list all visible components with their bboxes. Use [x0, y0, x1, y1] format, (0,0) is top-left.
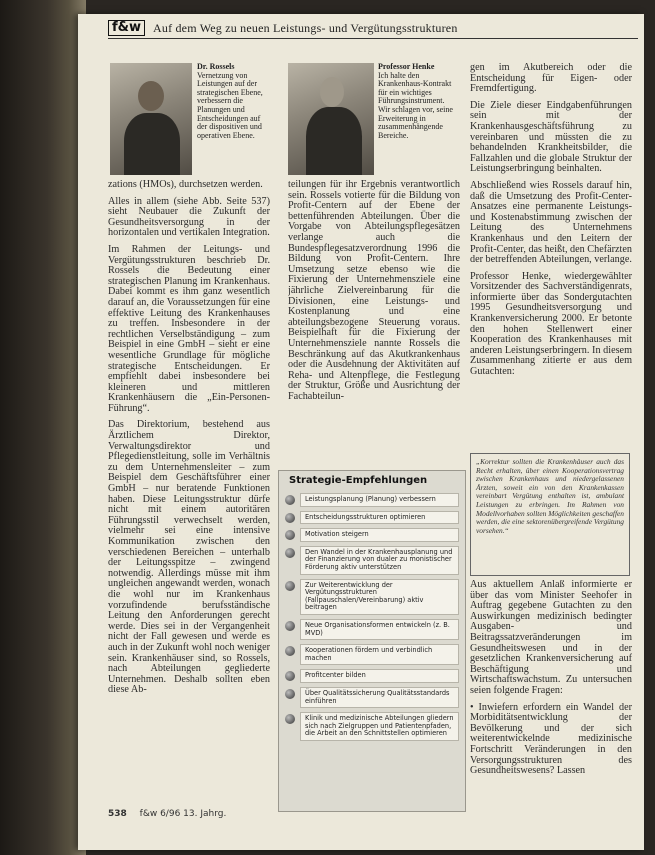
- speaker-photo-rossels: [110, 63, 192, 175]
- column-1: [108, 180, 270, 806]
- bullet-icon: [285, 495, 295, 505]
- recommendation-text: Motivation steigern: [300, 528, 459, 542]
- recommendation-item: [285, 528, 459, 542]
- paragraph: Abschließend wies Rossels darauf hin, daß die Umsetzung des Profit-Center-Ansatzes eine permanente Leistungs- und Kostenabstimmung zwischen der Leitung des Unternehmens Krankenhaus und den Leitern der Profit-Center, das heißt, den Chefärzten der betreffenden Abteilungen, verlange.: [470, 179, 632, 266]
- bullet-icon: [285, 646, 295, 656]
- recommendation-text: Klinik und medizinische Abteilungen gliedern sich nach Zielgruppen und Patientenpfaden, die Arbeit an den Schnittstellen optimieren: [300, 712, 459, 741]
- paragraph: Professor Henke, wiedergewählter Vorsitzender des Sachverständigenrats, informierte über das Sondergutachten 1995 Gesundheitsversorgung und Krankenversicherung 2000. Er betonte den hohen Stellenwert einer Kooperation des Krankenhauses mit anderen Leistungserbringern. In diesem Zusammenhang zitierte er aus dem Gutachten:: [470, 270, 632, 378]
- caption-henke: [378, 63, 456, 140]
- recommendation-item: [285, 511, 459, 525]
- column-2: [288, 180, 460, 466]
- page-number: 538: [108, 809, 127, 819]
- bullet-icon: [285, 671, 295, 681]
- bullet-icon: [285, 689, 295, 699]
- caption-henke-text: Ich halte den Krankenhaus-Kontrakt für ein wichtiges Führungsinstrument. Wir schlagen vor, seine Erweiterung in zusammenhängende Bereiche.: [378, 70, 453, 140]
- column-3-top: [470, 63, 632, 449]
- page-header: [108, 18, 638, 39]
- bullet-icon: [285, 581, 295, 591]
- recommendation-item: [285, 546, 459, 575]
- recommendation-text: Den Wandel in der Krankenhausplanung und der Finanzierung von dualer zu monistischer Förderung aktiv unterstützen: [300, 546, 459, 575]
- recommendation-text: Profitcenter bilden: [300, 669, 459, 683]
- bullet-icon: [285, 714, 295, 724]
- running-title: Auf dem Weg zu neuen Leistungs- und Vergütungsstrukturen: [153, 20, 458, 35]
- recommendation-text: Kooperationen fördern und verbindlich machen: [300, 644, 459, 665]
- recommendation-text: Leistungsplanung (Planung) verbessern: [300, 493, 459, 507]
- recommendation-item: [285, 579, 459, 615]
- recommendation-item: [285, 493, 459, 507]
- bullet-icon: [285, 621, 295, 631]
- column-3-bottom: [470, 580, 632, 806]
- recommendation-text: Zur Weiterentwicklung der Vergütungsstrukturen (Fallpauschalen/Vereinbarung) aktiv beitragen: [300, 579, 459, 615]
- paragraph: Die Ziele dieser Eindgabenführungen sein mit der Krankenhausgeschäftsführung zu vereinbaren und müssten die zu behandelnden Krankheitsbilder, die Fallzahlen und die globale Struktur der Leistungserbringung beinhalten.: [470, 99, 632, 175]
- magazine-logo: f&w: [108, 20, 145, 36]
- paragraph: teilungen für ihr Ergebnis verantwortlich sein. Rossels votierte für die Bildung von Profit-Centern auf der Ebene der bettenführenden Abteilungen. Über die Vorgabe von Abteilungspflegesätzen verlange auch die Bundespflegesatzverordnung 1996 die Bildung von Profit-Centern. Ihre Umsetzung setze ebenso wie die Fixierung der Unternehmensziele eine jährliche Zielvereinbarung für die Divisionen, eine Leistungs- und Kostenplanung und eine abteilungsbezogene Steuerung voraus. Beispielhaft für die Fixierung der Unternehmensziele nannte Rossels die Beschränkung auf das Akutkrankenhaus oder die Ausdehnung der Aktivitäten auf Reha- und Altenpflege, die Festlegung der Struktur, Größe und Ausrichtung der Fachabteilun-: [288, 180, 460, 402]
- caption-rossels-name: Dr. Rossels: [197, 62, 235, 71]
- caption-rossels: [197, 63, 269, 140]
- recommendation-text: Neue Organisationsformen entwickeln (z. B. MVD): [300, 619, 459, 640]
- bullet-icon: [285, 530, 295, 540]
- recommendation-item: [285, 712, 459, 741]
- caption-henke-name: Professor Henke: [378, 62, 435, 71]
- recommendation-item: [285, 619, 459, 640]
- paragraph: • Inwiefern erfordern ein Wandel der Morbiditätsentwicklung der Bevölkerung und der sich weiterentwickelnde medizinische Fortschritt Veränderungen in den Versorgungsstrukturen des Gesundheitswesens? Lassen: [470, 701, 632, 777]
- footer-source: f&w 6/96 13. Jahrg.: [139, 809, 227, 819]
- paragraph: Im Rahmen der Leitungs- und Vergütungsstrukturen beschrieb Dr. Rossels die Bedeutung einer strategischen Planung im Krankenhaus. Dabei kommt es ihm ganz wesentlich darauf an, die Voraussetzungen für eine effektive Leitung des Krankenhauses zu treffen. Insbesondere in der rechtlichen Verselbständigung – zum Beispiel in eine GmbH – sieht er eine wesentliche Grundlage für mögliche strategische Entscheidungen. Er empfiehlt dabei insbesondere bei kleineren und mittleren Krankenhäusern die „Ein-Personen-Führung“.: [108, 243, 270, 414]
- strategy-box-title: Strategie-Empfehlungen: [289, 475, 428, 486]
- book-binding: [0, 0, 86, 855]
- recommendation-text: Entscheidungsstrukturen optimieren: [300, 511, 459, 525]
- speaker-photo-henke: [288, 63, 374, 175]
- recommendation-item: [285, 687, 459, 708]
- bullet-icon: [285, 513, 295, 523]
- paragraph: Alles in allem (siehe Abb. Seite 537) sieht Neubauer die Zukunft der Gesundheitsversorgung in der horizontalen und vertikalen Integration.: [108, 195, 270, 239]
- bullet-icon: [285, 548, 295, 558]
- paragraph: Aus aktuellem Anlaß informierte er über das vom Minister Seehofer in Auftrag gegebene Gutachten zu den Auswirkungen medizinisch bedingter Ausgaben- und Beitragssatzveränderungen im Gesundheitswesen und in der gesetzlichen Krankenversicherung auf Beschäftigung und Wirtschaftswachstum. Zu untersuchen seien folgende Fragen:: [470, 580, 632, 696]
- recommendation-item: [285, 669, 459, 683]
- strategy-recommendations-box: [278, 470, 466, 812]
- page-footer: [108, 809, 226, 819]
- recommendation-text: Über Qualitätssicherung Qualitätsstandards einführen: [300, 687, 459, 708]
- recommendation-item: [285, 644, 459, 665]
- paragraph: zations (HMOs), durchsetzen werden.: [108, 180, 263, 190]
- quote-box: „Korrektur sollten die Krankenhäuser auch das Recht erhalten, über einen Kooperationsvertrag zwischen Krankenhaus und niedergelassenen Ärzten, soweit ein von den Krankenkassen vereinbart Vergütung enthalten ist, ambulant Leistungen zu erbringen. Im Rahmen von Modellvorhaben sollten Möglichkeiten geschaffen werden, die eine sektorenübergreifende Vergütung vorsehen.“: [470, 453, 630, 576]
- paragraph: Das Direktorium, bestehend aus Ärztlichem Direktor, Verwaltungsdirektor und Pflegedienstleitung, solle im Verhältnis zu dem Unternehmensleiter – zum Beispiel dem Geschäftsführer einer GmbH – nur beratende Funktionen haben. Diese Leitungsstruktur dürfe nicht mit einem autoritären Führungsstil verwechselt werden, vielmehr sei eine intensive Kommunikation zwischen den verschiedenen Bereichen – unterhalb der Leitungsspitze – zwingend notwendig. Allerdings müsse mit ihm ungleichen angewandt werden, wonach die wohl nur im Krankenhaus vorzufindende berufsständische Leitung den Anforderungen gerecht werde. Dies sei in der Vergangenheit nicht der Fall gewesen und werde es auch in der Zukunft wohl noch weniger sein. Krankenhäuser sind, so Rossels, nach Abteilungen gegliederte Unternehmen. Deshalb sollten eben diese Ab-: [108, 419, 270, 696]
- paragraph: gen im Akutbereich oder die Entscheidung für Eigen- oder Fremdfertigung.: [470, 63, 632, 95]
- caption-rossels-text: Vernetzung von Leistungen auf der strategischen Ebene, verbessern die Planungen und Entscheidungen auf der dispositiven und operativen Ebene.: [197, 70, 263, 140]
